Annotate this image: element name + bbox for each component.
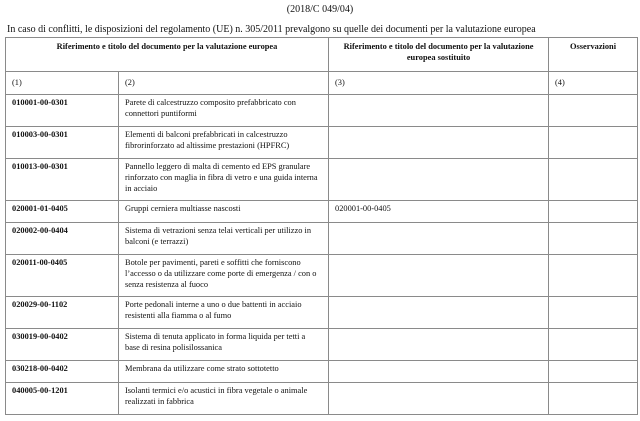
ead-title: Elementi di balconi prefabbricati in calcestruzzo fibrorinforzato ad altissime prestazioni (HPFRC)	[119, 127, 329, 159]
table-row	[6, 361, 638, 383]
replaced-ead	[329, 329, 549, 361]
table-body	[6, 72, 638, 415]
replaced-ead: 020001-00-0405	[329, 201, 549, 223]
table-row	[6, 159, 638, 201]
ead-code: 010003-00-0301	[6, 127, 119, 159]
table-row	[6, 223, 638, 255]
replaced-ead	[329, 223, 549, 255]
replaced-ead	[329, 159, 549, 201]
ead-title: Membrana da utilizzare come strato sottotetto	[119, 361, 329, 383]
table-row	[6, 255, 638, 297]
column-number: (1)	[6, 72, 119, 95]
replaced-ead	[329, 297, 549, 329]
column-number-row	[6, 72, 638, 95]
ead-title: Pannello leggero di malta di cemento ed EPS granulare rinforzato con maglia in fibra di vetro e una guida interna in acciaio	[119, 159, 329, 201]
replaced-ead	[329, 255, 549, 297]
table-row	[6, 127, 638, 159]
ead-code: 010001-00-0301	[6, 95, 119, 127]
replaced-ead	[329, 95, 549, 127]
ead-code: 030019-00-0402	[6, 329, 119, 361]
ead-title: Isolanti termici e/o acustici in fibra vegetale o animale realizzati in fabbrica	[119, 383, 329, 415]
table-header-row	[6, 38, 638, 72]
column-number: (3)	[329, 72, 549, 95]
ead-code: 030218-00-0402	[6, 361, 119, 383]
notes-cell	[549, 159, 638, 201]
ead-title: Botole per pavimenti, pareti e soffitti che forniscono l’accesso o da utilizzare come porte di emergenza / con o senza resistenza al fuoco	[119, 255, 329, 297]
notes-cell	[549, 329, 638, 361]
replaced-ead	[329, 361, 549, 383]
notes-cell	[549, 255, 638, 297]
table-row	[6, 329, 638, 361]
ead-code: 020002-00-0404	[6, 223, 119, 255]
ead-title: Sistema di tenuta applicato in forma liquida per tetti a base di resina polisilossanica	[119, 329, 329, 361]
notes-cell	[549, 297, 638, 329]
column-header-replaced: Riferimento e titolo del documento per la valutazione europea sostituito	[329, 38, 549, 72]
column-header-notes: Osservazioni	[549, 38, 638, 72]
ead-title: Sistema di vetrazioni senza telai verticali per utilizzo in balconi (e terrazzi)	[119, 223, 329, 255]
table-row	[6, 297, 638, 329]
table-row	[6, 95, 638, 127]
column-number: (4)	[549, 72, 638, 95]
notes-cell	[549, 201, 638, 223]
document-reference: (2018/C 049/04)	[286, 4, 354, 15]
notes-cell	[549, 361, 638, 383]
ead-code: 020029-00-1102	[6, 297, 119, 329]
table-row	[6, 383, 638, 415]
ead-code: 020001-01-0405	[6, 201, 119, 223]
intro-text: In caso di conflitti, le disposizioni del regolamento (UE) n. 305/2011 prevalgono su quelle dei documenti per la valutazione europea	[7, 24, 536, 35]
notes-cell	[549, 383, 638, 415]
ead-code: 040005-00-1201	[6, 383, 119, 415]
notes-cell	[549, 127, 638, 159]
ead-table	[5, 37, 638, 415]
notes-cell	[549, 95, 638, 127]
column-header-reference: Riferimento e titolo del documento per la valutazione europea	[6, 38, 329, 72]
notes-cell	[549, 223, 638, 255]
ead-title: Parete di calcestruzzo composito prefabbricato con connettori puntiformi	[119, 95, 329, 127]
replaced-ead	[329, 383, 549, 415]
replaced-ead	[329, 127, 549, 159]
ead-title: Porte pedonali interne a uno o due battenti in acciaio resistenti alla fiamma o al fumo	[119, 297, 329, 329]
table-row	[6, 201, 638, 223]
ead-code: 010013-00-0301	[6, 159, 119, 201]
ead-title: Gruppi cerniera multiasse nascosti	[119, 201, 329, 223]
column-number: (2)	[119, 72, 329, 95]
ead-code: 020011-00-0405	[6, 255, 119, 297]
